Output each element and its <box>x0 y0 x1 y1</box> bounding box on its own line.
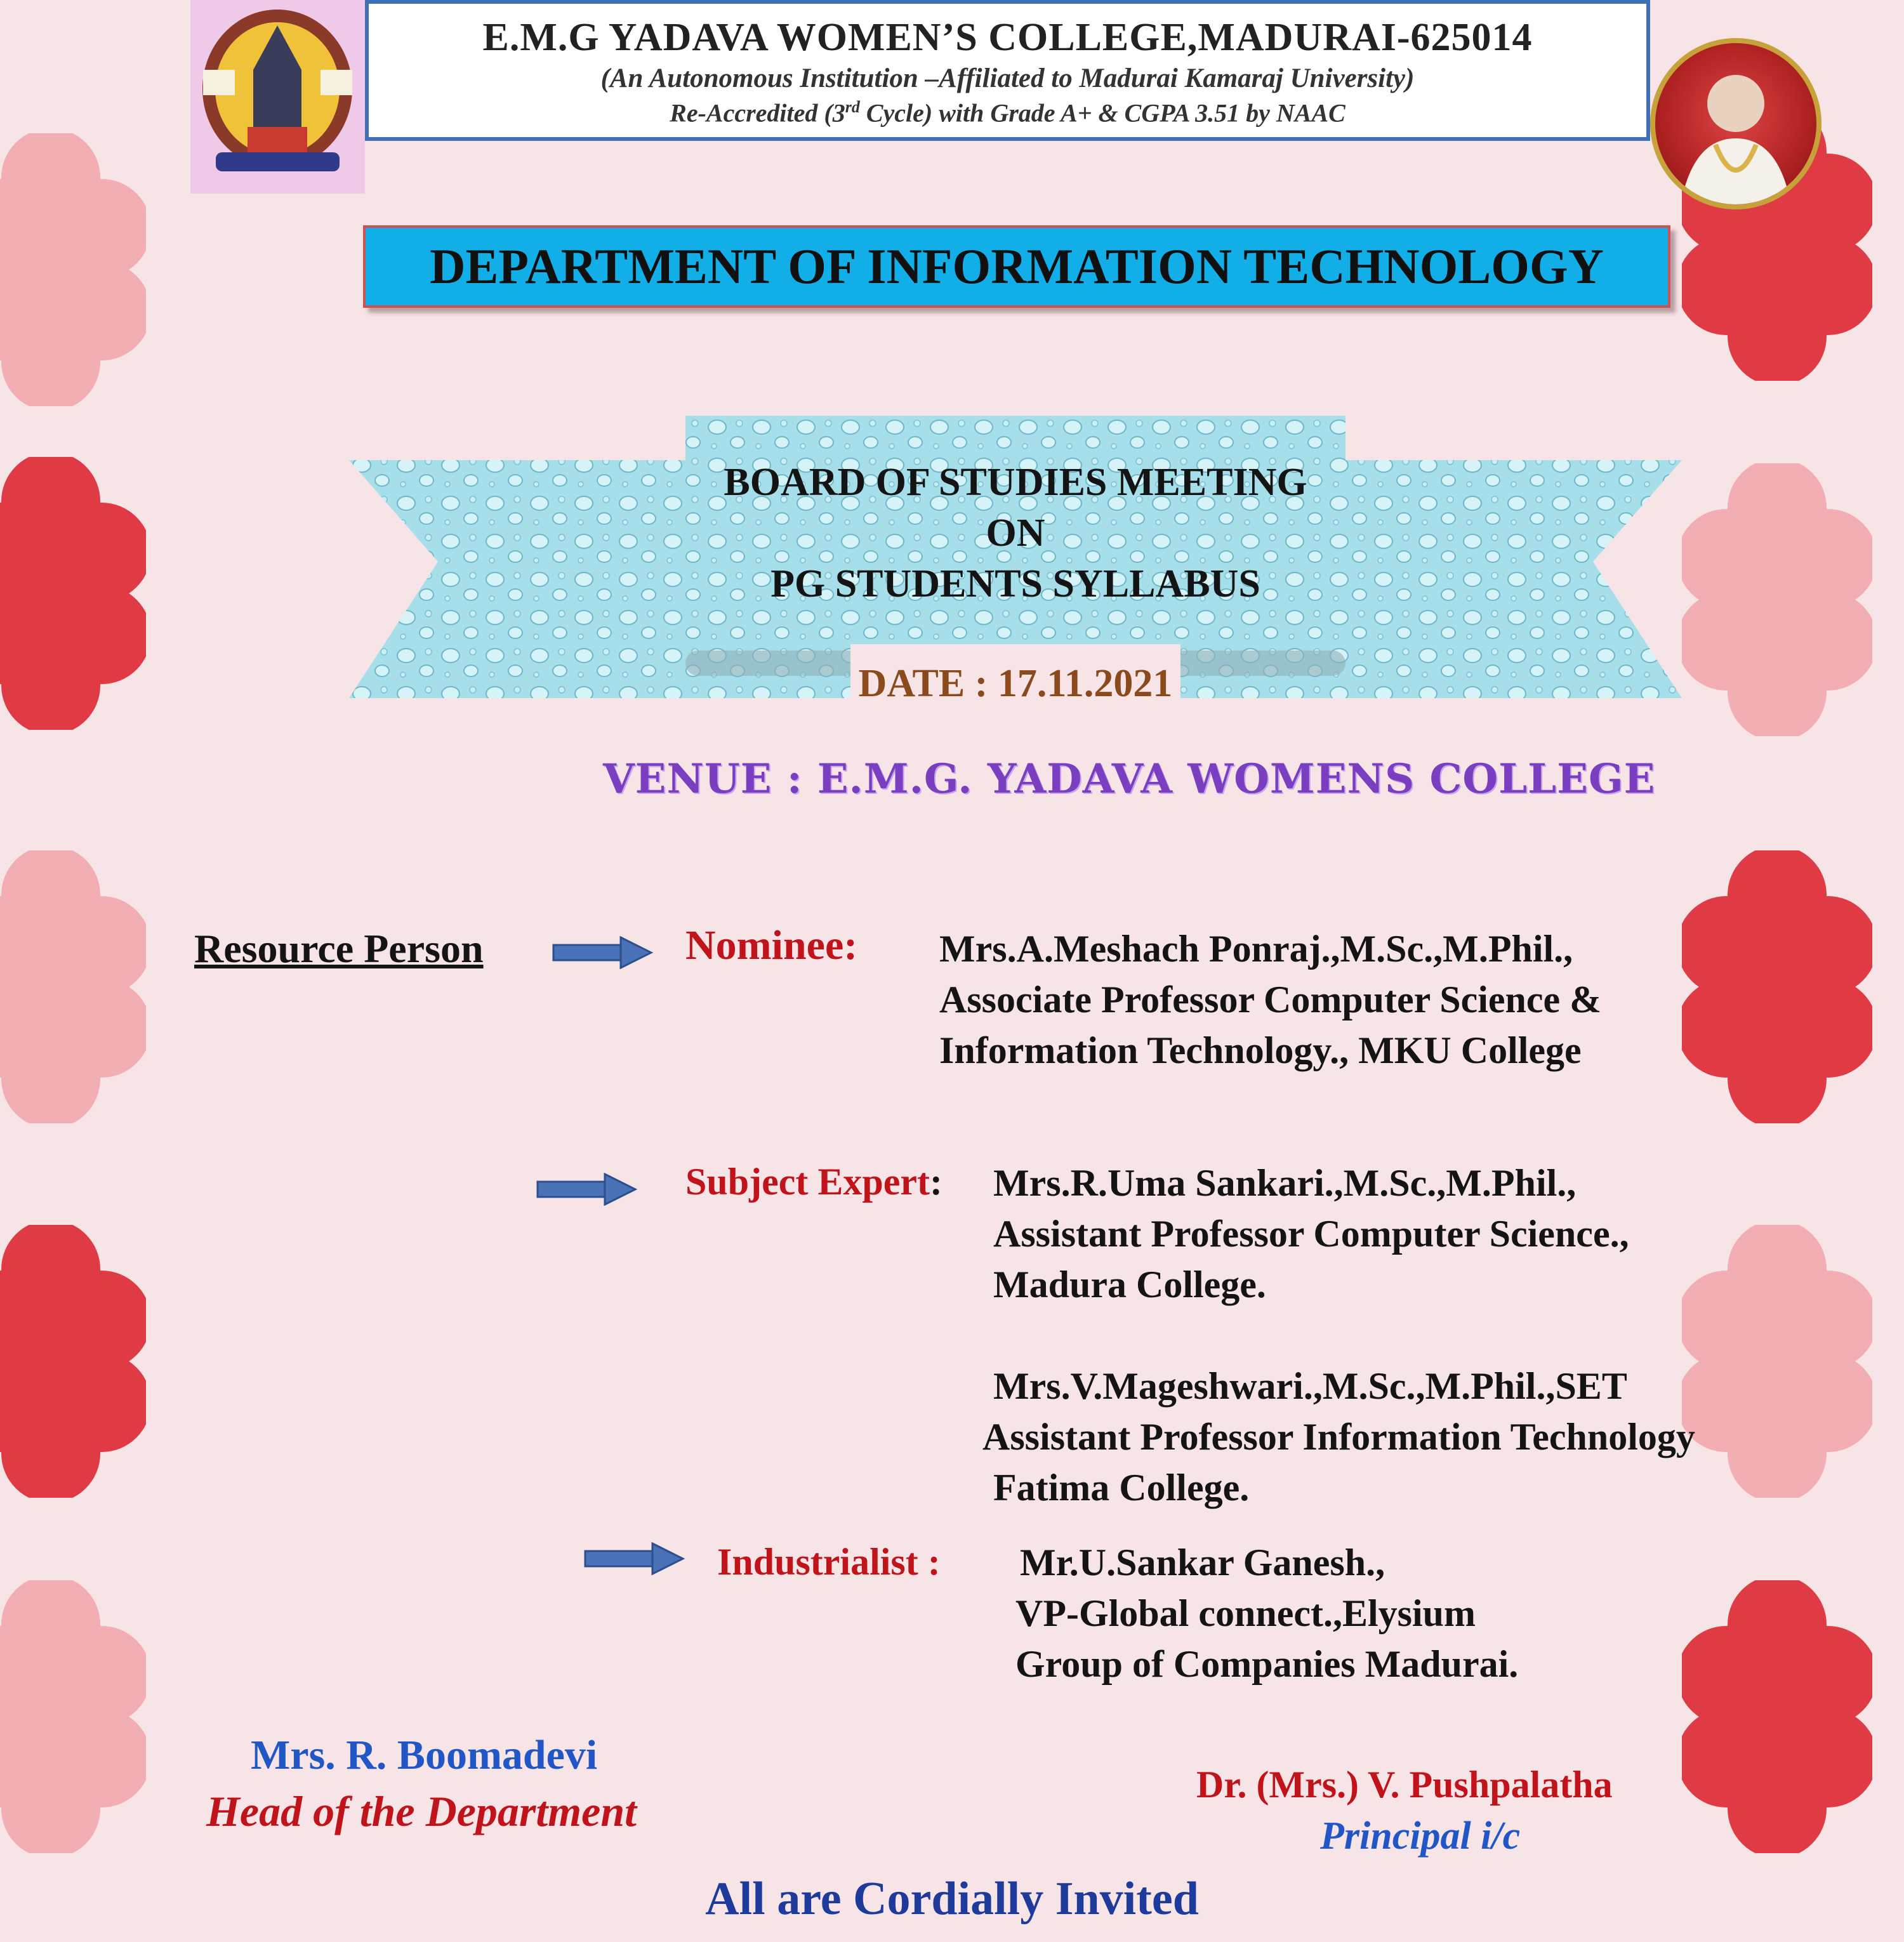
person-icon <box>1655 43 1816 204</box>
college-accreditation: Re-Accredited (3rd Cycle) with Grade A+ & CGPA 3.51 by NAAC <box>670 98 1345 128</box>
principal-title: Principal i/c <box>1320 1814 1521 1858</box>
invitation-footer: All are Cordially Invited <box>705 1873 1199 1925</box>
nominee-name: Mrs.A.Meshach Ponraj.,M.Sc.,M.Phil., <box>939 928 1573 970</box>
event-title-line1: BOARD OF STUDIES MEETING <box>724 461 1307 504</box>
industrialist-label: Industrialist : <box>717 1541 941 1583</box>
principal-name: Dr. (Mrs.) V. Pushpalatha <box>1196 1764 1613 1806</box>
nominee-label: Nominee: <box>685 922 858 968</box>
expert-1-institution: Madura College. <box>993 1264 1266 1305</box>
title-ribbon <box>349 416 1682 698</box>
college-header <box>365 0 1650 141</box>
college-logo <box>190 0 365 194</box>
expert-2-designation: Assistant Professor Information Technology <box>982 1416 1695 1458</box>
expert-2-name: Mrs.V.Mageshwari.,M.Sc.,M.Phil.,SET <box>993 1365 1627 1407</box>
industrialist-company: Group of Companies Madurai. <box>1015 1643 1519 1685</box>
subject-expert-2-details <box>982 1361 1695 1513</box>
event-date: DATE : 17.11.2021 <box>858 662 1173 705</box>
left-flower-1 <box>0 133 146 406</box>
industrialist-designation: VP-Global connect.,Elysium <box>1015 1592 1476 1634</box>
expert-2-institution: Fatima College. <box>993 1467 1250 1509</box>
expert-1-name: Mrs.R.Uma Sankari.,M.Sc.,M.Phil., <box>993 1162 1577 1204</box>
expert-1-designation: Assistant Professor Computer Science., <box>993 1213 1629 1255</box>
industrialist-name: Mr.U.Sankar Ganesh., <box>1020 1542 1385 1583</box>
left-flower-2 <box>0 457 146 730</box>
left-flower-4 <box>0 1225 146 1498</box>
right-flower-3 <box>1682 850 1872 1123</box>
event-title-line2: ON <box>986 512 1045 555</box>
arrow-right-icon <box>536 1173 638 1206</box>
industrialist-details <box>1015 1537 1518 1689</box>
arrow-right-icon <box>552 936 654 969</box>
hod-name: Mrs. R. Boomadevi <box>251 1732 598 1778</box>
event-venue: VENUE : E.M.G. YADAVA WOMENS COLLEGE <box>603 755 1656 803</box>
right-flower-5 <box>1682 1580 1872 1853</box>
nominee-institution: Information Technology., MKU College <box>939 1029 1582 1071</box>
subject-expert-label <box>685 1160 942 1204</box>
nominee-details <box>939 923 1601 1076</box>
resource-person-label: Resource Person <box>194 926 484 971</box>
founder-portrait <box>1650 38 1821 209</box>
right-flower-2 <box>1682 463 1872 736</box>
department-title: DEPARTMENT OF INFORMATION TECHNOLOGY <box>363 225 1670 308</box>
arrow-right-icon <box>584 1542 685 1575</box>
left-flower-3 <box>0 850 146 1123</box>
subject-expert-1-details <box>993 1158 1629 1310</box>
college-name: E.M.G YADAVA WOMEN’S COLLEGE,MADURAI-625014 <box>482 16 1533 59</box>
subject-expert-role: Subject Expert <box>685 1161 930 1203</box>
right-flower-4 <box>1682 1225 1872 1498</box>
nominee-designation: Associate Professor Computer Science & <box>939 979 1602 1021</box>
college-affiliation: (An Autonomous Institution –Affiliated to Madurai Kamaraj University) <box>600 63 1415 93</box>
subject-expert-colon: : <box>929 1161 942 1203</box>
hod-title: Head of the Department <box>206 1787 637 1835</box>
left-flower-5 <box>0 1580 146 1853</box>
event-title-line3: PG STUDENTS SYLLABUS <box>770 562 1260 605</box>
